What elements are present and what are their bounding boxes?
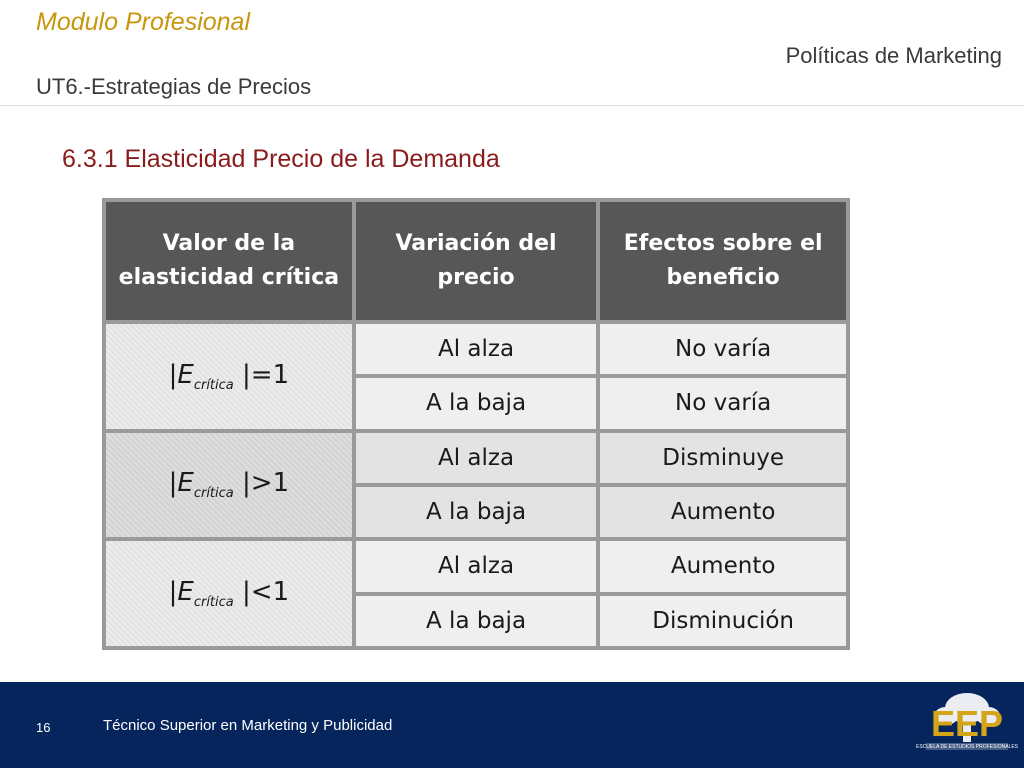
- slide-title: 6.3.1 Elasticidad Precio de la Demanda: [62, 145, 500, 173]
- effect-cell: Disminuye: [600, 433, 846, 483]
- footer-course-title: Técnico Superior en Marketing y Publicidad: [103, 717, 393, 734]
- header-price-variation: Variación del precio: [356, 202, 597, 320]
- header-profit-effect: Efectos sobre el beneficio: [600, 202, 846, 320]
- unit-title: UT6.-Estrategias de Precios: [36, 74, 312, 99]
- footer-bar: [0, 682, 1024, 768]
- critical-value-cell: [106, 433, 352, 538]
- logo-caption: ESCUELA DE ESTUDIOS PROFESIONALES: [916, 744, 1018, 750]
- critical-value-cell: [106, 541, 352, 646]
- elasticity-table: [102, 198, 850, 650]
- module-title: Modulo Profesional: [36, 8, 251, 36]
- table-header-row: [106, 202, 846, 320]
- effect-cell: Aumento: [600, 487, 846, 537]
- variation-cell: A la baja: [356, 378, 597, 428]
- effect-cell: No varía: [600, 378, 846, 428]
- table-row: [106, 541, 846, 591]
- header-divider: [0, 105, 1024, 106]
- logo-letters: EEP: [930, 703, 1004, 744]
- variation-cell: Al alza: [356, 433, 597, 483]
- effect-cell: No varía: [600, 324, 846, 374]
- effect-cell: Aumento: [600, 541, 846, 591]
- page-number: 16: [36, 720, 51, 735]
- school-logo-icon: [916, 686, 1018, 766]
- effect-cell: Disminución: [600, 596, 846, 646]
- variation-cell: A la baja: [356, 487, 597, 537]
- variation-cell: Al alza: [356, 324, 597, 374]
- variation-cell: A la baja: [356, 596, 597, 646]
- variation-cell: Al alza: [356, 541, 597, 591]
- critical-value-cell: [106, 324, 352, 429]
- table-row: [106, 324, 846, 374]
- critical-formula: $|E_{crítica}$ |=1: [168, 359, 290, 393]
- elasticity-table-frame: [102, 198, 850, 650]
- subject-title: Políticas de Marketing: [785, 43, 1002, 68]
- header-critical-elasticity: Valor de la elasticidad crítica: [106, 202, 352, 320]
- table-row: [106, 433, 846, 483]
- critical-formula: $|E_{crítica}$ |>1: [168, 468, 290, 502]
- critical-formula: $|E_{crítica}$ |<1: [168, 577, 290, 611]
